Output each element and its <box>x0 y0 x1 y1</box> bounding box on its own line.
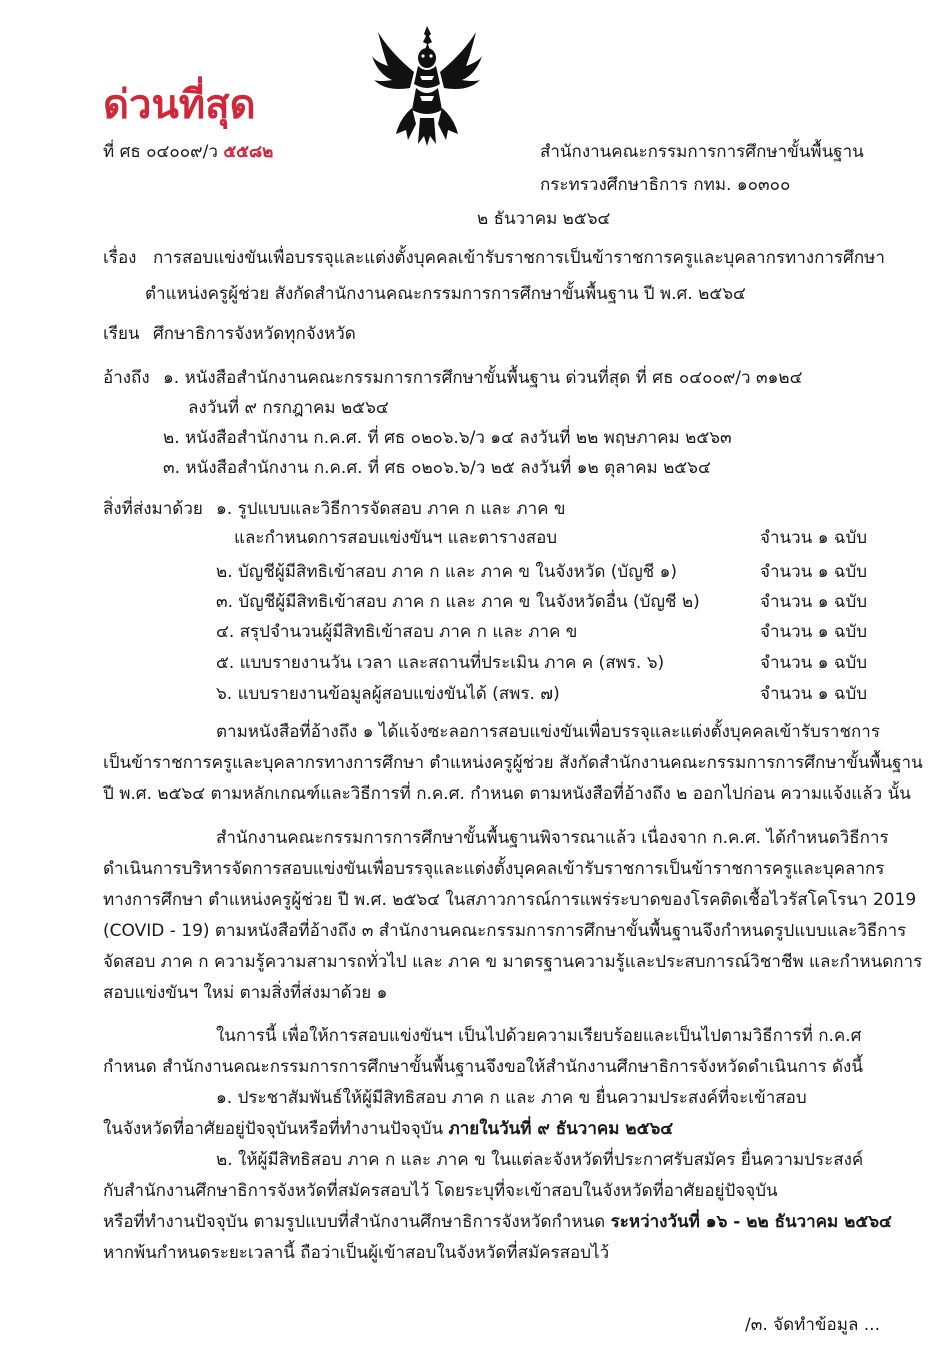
action-item-2-line: หากพ้นกำหนดระยะเวลานี้ ถือว่าเป็นผู้เข้าสอบในจังหวัดที่สมัครสอบไว้ <box>103 1243 610 1263</box>
paragraph-3-line: กำหนด สำนักงานคณะกรรมการการศึกษาขั้นพื้นฐานจึงขอให้สำนักงานศึกษาธิการจังหวัดดำเนินการ ดังนี้ <box>103 1057 863 1077</box>
issuing-office: สำนักงานคณะกรรมการการศึกษาขั้นพื้นฐาน <box>540 142 864 162</box>
paragraph-2-line: จัดสอบ ภาค ก ความรู้ความสามารถทั่วไป และ ภาค ข มาตรฐานความรู้และประสบการณ์วิชาชีพ และกำหนดการ <box>103 952 923 972</box>
enclosure-item: ๑. รูปแบบและวิธีการจัดสอบ ภาค ก และ ภาค ข <box>216 499 566 519</box>
paragraph-1-line: เป็นข้าราชการครูและบุคลากรทางการศึกษา ตำแหน่งครูผู้ช่วย สังกัดสำนักงานคณะกรรมการการศึกษาขั้นพื้นฐาน <box>103 753 923 773</box>
enclosure-item: ๒. บัญชีผู้มีสิทธิเข้าสอบ ภาค ก และ ภาค ข ในจังหวัด (บัญชี ๑) <box>216 562 678 582</box>
paragraph-2-line: ดำเนินการบริหารจัดการสอบแข่งขันเพื่อบรรจุและแต่งตั้งบุคคลเข้ารับราชการเป็นข้าราชการครูและบุคลากร <box>103 859 885 879</box>
action-item-1-deadline: ภายในวันที่ ๙ ธันวาคม ๒๕๖๔ <box>448 1119 674 1139</box>
recipient-label: เรียน <box>103 324 140 344</box>
enclosure-quantity: จำนวน ๑ ฉบับ <box>760 622 868 642</box>
enclosure-quantity: จำนวน ๑ ฉบับ <box>760 562 868 582</box>
action-item-2-line <box>103 1210 892 1234</box>
action-item-1-continued <box>103 1117 673 1141</box>
reference-number <box>103 140 273 164</box>
paragraph-2-line: สอบแข่งขันฯ ใหม่ ตามสิ่งที่ส่งมาด้วย ๑ <box>103 983 388 1003</box>
reference-item: ลงวันที่ ๙ กรกฎาคม ๒๕๖๔ <box>188 398 389 418</box>
action-item-2-text: หรือที่ทำงานปัจจุบัน ตามรูปแบบที่สำนักงานศึกษาธิการจังหวัดกำหนด <box>103 1212 606 1232</box>
enclosure-item: ๓. บัญชีผู้มีสิทธิเข้าสอบ ภาค ก และ ภาค ข ในจังหวัดอื่น (บัญชี ๒) <box>216 592 700 612</box>
paragraph-3-line: ในการนี้ เพื่อให้การสอบแข่งขันฯ เป็นไปด้วยความเรียบร้อยและเป็นไปตามวิธีการที่ ก.ค.ศ <box>216 1026 862 1046</box>
references-label: อ้างถึง <box>103 368 150 388</box>
reference-item: ๓. หนังสือสำนักงาน ก.ค.ศ. ที่ ศธ ๐๒๐๖.๖/ว ๒๕ ลงวันที่ ๑๒ ตุลาคม ๒๕๖๔ <box>163 458 711 478</box>
subject-label: เรื่อง <box>103 248 137 268</box>
enclosure-item: ๔. สรุปจำนวนผู้มีสิทธิเข้าสอบ ภาค ก และ ภาค ข <box>216 622 578 642</box>
enclosure-item: ๖. แบบรายงานข้อมูลผู้สอบแข่งขันได้ (สพร. ๗) <box>216 684 560 704</box>
action-item-2-period: ระหว่างวันที่ ๑๖ - ๒๒ ธันวาคม ๒๕๖๔ <box>610 1212 892 1232</box>
paragraph-2-line: ทางการศึกษา ตำแหน่งครูผู้ช่วย ปี พ.ศ. ๒๕๖๔ ในสภาวการณ์การแพร่ระบาดของโรคติดเชื้อไวรัสโคโรนา 2019 <box>103 890 917 910</box>
paragraph-2-line: (COVID - 19) ตามหนังสือที่อ้างถึง ๓ สำนักงานคณะกรรมการการศึกษาขั้นพื้นฐานจึงกำหนดรูปแบบและวิธีการ <box>103 921 907 941</box>
action-item-2: ๒. ให้ผู้มีสิทธิสอบ ภาค ก และ ภาค ข ในแต่ละจังหวัดที่ประกาศรับสมัคร ยื่นความประสงค์ <box>216 1150 864 1170</box>
garuda-emblem <box>370 22 485 147</box>
enclosures-label: สิ่งที่ส่งมาด้วย <box>103 499 203 519</box>
paragraph-1-line: ปี พ.ศ. ๒๕๖๔ ตามหลักเกณฑ์และวิธีการที่ ก.ค.ศ. กำหนด ตามหนังสือที่อ้างถึง ๒ ออกไปก่อน ความแจ้งแล้ว นั้น <box>103 784 911 804</box>
paragraph-1-line: ตามหนังสือที่อ้างถึง ๑ ได้แจ้งซะลอการสอบแข่งขันเพื่อบรรจุและแต่งตั้งบุคคลเข้ารับราชการ <box>216 722 880 742</box>
reference-item: ๑. หนังสือสำนักงานคณะกรรมการการศึกษาขั้นพื้นฐาน ด่วนที่สุด ที่ ศธ ๐๔๐๐๙/ว ๓๑๒๔ <box>163 368 803 388</box>
issuing-office-address: กระทรวงศึกษาธิการ กทม. ๑๐๓๐๐ <box>540 175 791 195</box>
urgency-stamp: ด่วนที่สุด <box>103 81 256 128</box>
recipient: ศึกษาธิการจังหวัดทุกจังหวัด <box>153 324 356 344</box>
continued-marker: /๓. จัดทำข้อมูล ... <box>745 1315 880 1335</box>
paragraph-2-line: สำนักงานคณะกรรมการการศึกษาขั้นพื้นฐานพิจารณาแล้ว เนื่องจาก ก.ค.ศ. ได้กำหนดวิธีการ <box>216 828 889 848</box>
enclosure-quantity: จำนวน ๑ ฉบับ <box>760 653 868 673</box>
enclosure-item: และกำหนดการสอบแข่งขันฯ และตารางสอบ <box>234 528 558 548</box>
reference-prefix: ที่ ศธ ๐๔๐๐๙/ว <box>103 142 218 162</box>
subject-line-2: ตำแหน่งครูผู้ช่วย สังกัดสำนักงานคณะกรรมการการศึกษาขั้นพื้นฐาน ปี พ.ศ. ๒๕๖๔ <box>145 284 746 304</box>
document-date: ๒ ธันวาคม ๒๕๖๔ <box>477 209 611 229</box>
subject-line-1: การสอบแข่งขันเพื่อบรรจุและแต่งตั้งบุคคลเข้ารับราชการเป็นข้าราชการครูและบุคลากรทางการศึกษา <box>153 248 885 268</box>
enclosure-quantity: จำนวน ๑ ฉบับ <box>760 684 868 704</box>
enclosure-quantity: จำนวน ๑ ฉบับ <box>760 592 868 612</box>
reference-number-handwritten: ๕๕๘๒ <box>223 142 274 162</box>
action-item-1: ๑. ประชาสัมพันธ์ให้ผู้มีสิทธิสอบ ภาค ก และ ภาค ข ยื่นความประสงค์ที่จะเข้าสอบ <box>216 1088 807 1108</box>
enclosure-item: ๕. แบบรายงานวัน เวลา และสถานที่ประเมิน ภาค ค (สพร. ๖) <box>216 653 665 673</box>
reference-item: ๒. หนังสือสำนักงาน ก.ค.ศ. ที่ ศธ ๐๒๐๖.๖/ว ๑๔ ลงวันที่ ๒๒ พฤษภาคม ๒๕๖๓ <box>163 428 732 448</box>
enclosure-quantity: จำนวน ๑ ฉบับ <box>760 528 868 548</box>
action-item-1-text: ในจังหวัดที่อาศัยอยู่ปัจจุบันหรือที่ทำงานปัจจุบัน <box>103 1119 444 1139</box>
action-item-2-line: กับสำนักงานศึกษาธิการจังหวัดที่สมัครสอบไว้ โดยระบุที่จะเข้าสอบในจังหวัดที่อาศัยอยู่ปัจจุบัน <box>103 1181 778 1201</box>
